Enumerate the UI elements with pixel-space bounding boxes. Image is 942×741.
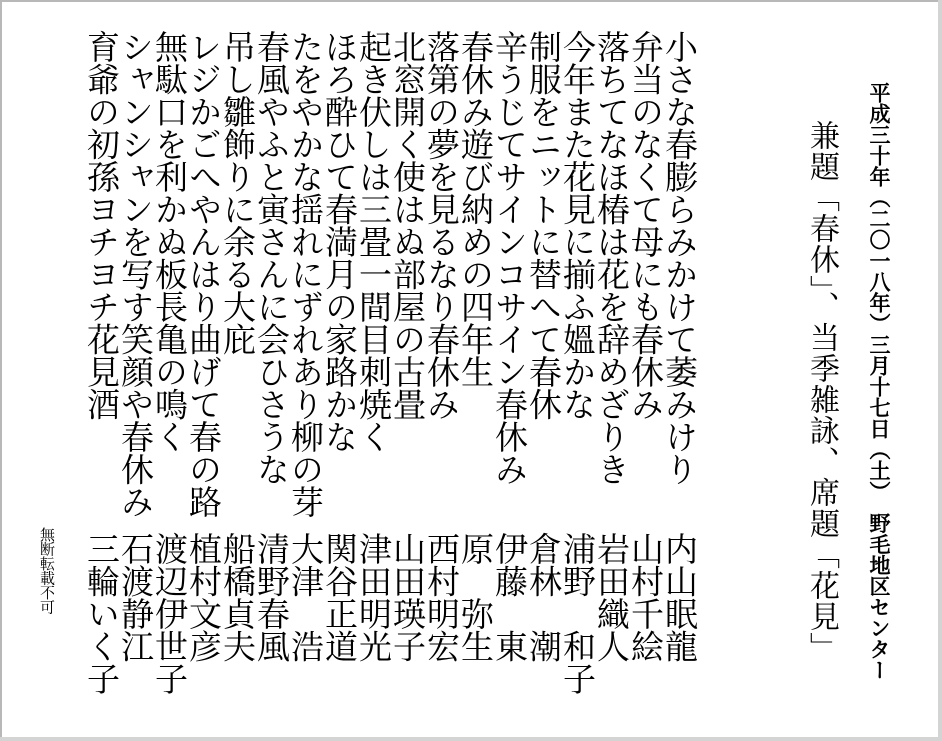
page-border-left bbox=[0, 0, 2, 741]
haiku-line: 今年また花見に揃ふ媼かな bbox=[558, 30, 597, 420]
page-border-bottom bbox=[0, 737, 942, 741]
haiku-line: 吊し雛飾りに余る大庇 bbox=[218, 30, 257, 355]
haiku-line: 小さな春膨らみかけて萎みけり bbox=[660, 30, 699, 485]
author-name: 山村千絵 bbox=[626, 532, 665, 662]
haiku-line: 制服をニットに替へて春休 bbox=[524, 30, 563, 420]
author-name: 石渡静江 bbox=[116, 532, 155, 662]
page-border-top bbox=[0, 0, 942, 2]
author-name: 浦野 和子 bbox=[558, 532, 597, 695]
copyright-notice: 無断転載不可 bbox=[38, 527, 56, 614]
haiku-line: 春風やふと寅さんに会ひさうな bbox=[252, 30, 291, 485]
haiku-line: 落ちてなほ椿は花を辞めざりき bbox=[592, 30, 631, 485]
author-name: 関谷正道 bbox=[320, 532, 359, 662]
author-name: 西村明宏 bbox=[422, 532, 461, 662]
author-name: 清野春風 bbox=[252, 532, 291, 662]
haiku-line: 無駄口を利かぬ板長亀の鳴く bbox=[150, 30, 189, 453]
haiku-line: 辛うじてサインコサイン春休み bbox=[490, 30, 529, 485]
page-border-right bbox=[938, 0, 942, 741]
author-name: 伊藤 東 bbox=[490, 532, 529, 662]
haiku-line: 春休み遊び納めの四年生 bbox=[456, 30, 495, 388]
author-name: 三輪いく子 bbox=[82, 532, 121, 695]
haiku-line: シャンシャンを写す笑顔や春休み bbox=[116, 30, 155, 518]
haiku-line: レジかごへやんはり曲げて春の路 bbox=[184, 30, 223, 518]
haiku-line: ほろ酔ひて春満月の家路かな bbox=[320, 30, 359, 453]
meeting-date-venue: 平成三十年（二〇一八年）三月十七日（土） 野毛地区センター bbox=[867, 82, 892, 681]
author-name: 内山眠龍 bbox=[660, 532, 699, 662]
author-name: 山田瑛子 bbox=[388, 532, 427, 662]
author-name: 船橋貞夫 bbox=[218, 532, 257, 662]
haiku-line: 弁当のなくて母にも春休み bbox=[626, 30, 665, 420]
haiku-line: たをやかな揺れにずれあり柳の芽 bbox=[286, 30, 325, 518]
author-name: 岩田織人 bbox=[592, 532, 631, 662]
haiku-line: 落第の夢を見るなり春休み bbox=[422, 30, 461, 420]
haiku-line: 育爺の初孫ヨチヨチ花見酒 bbox=[82, 30, 121, 420]
author-name: 原 弥生 bbox=[456, 532, 495, 662]
author-name: 津田明光 bbox=[354, 532, 393, 662]
author-name: 大津 浩 bbox=[286, 532, 325, 662]
author-name: 渡辺伊世子 bbox=[150, 532, 189, 695]
author-name: 植村文彦 bbox=[184, 532, 223, 662]
author-name: 倉林 潮 bbox=[524, 532, 563, 662]
haiku-line: 起き伏しは三畳一間目刺焼く bbox=[354, 30, 393, 453]
haiku-line: 北窓開く使はぬ部屋の古畳 bbox=[388, 30, 427, 420]
meeting-themes-title: 兼題「春休」、当季雑詠、席題「花見」 bbox=[804, 120, 839, 663]
